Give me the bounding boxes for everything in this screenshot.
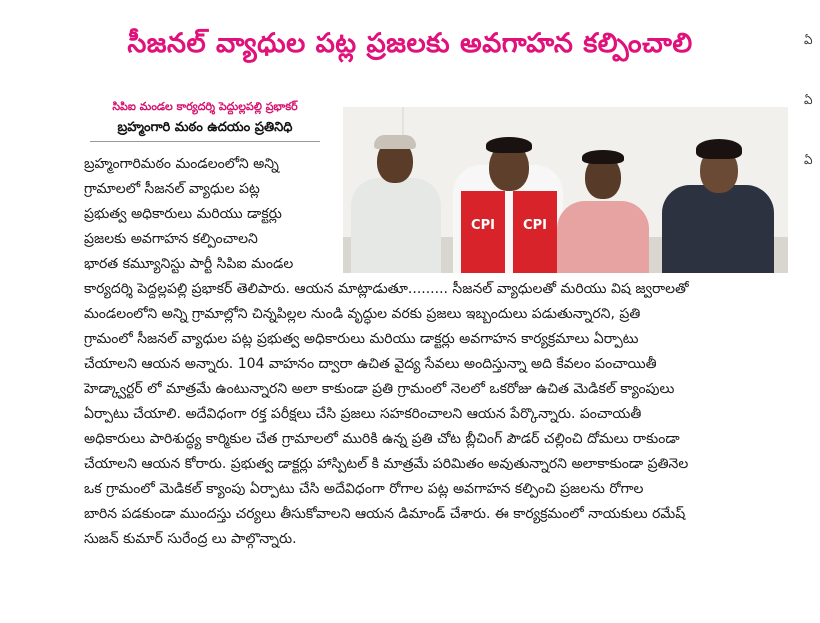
article-headline: సీజనల్ వ్యాధుల పట్ల ప్రజలకు అవగాహన కల్పించాలి	[127, 28, 693, 59]
body-line: మండలంలోని అన్ని గ్రామాల్లోని చిన్నపిల్లల నుండి వృద్ధుల వరకు ప్రజలు ఇబ్బందులు పడుతున్నారని, ప్రతి	[84, 306, 641, 322]
fragment-char: ఏ	[804, 153, 813, 167]
body-line: ఏర్పాటు చేయాలి. అదేవిధంగా రక్త పరీక్షలు చేసి ప్రజలు సహకరించాలని ఆయన పేర్కొన్నారు. పంచాయతీ	[84, 406, 642, 422]
cpi-flag-left: CPI	[461, 191, 505, 273]
article-body	[84, 277, 786, 552]
article-byline: బ్రహ్మంగారి మఠం ఉదయం ప్రతినిధి	[90, 120, 320, 142]
body-line: గ్రామాలలో సీజనల్ వ్యాధుల పట్ల	[84, 181, 260, 197]
body-line: ప్రభుత్వ అధికారులు మరియు డాక్టర్లు	[84, 206, 282, 222]
article-kicker: సిపిఐ మండల కార్యదర్శి పెద్దుల్లపల్లి ప్రభాకర్	[112, 100, 298, 113]
body-line: సుజన్ కుమార్ సురేంద్ర లు పాల్గొన్నారు.	[84, 531, 297, 547]
body-line: చేయాలని ఆయన అన్నారు. 104 వాహనం ద్వారా ఉచిత వైద్య సేవలు అందిస్తున్నా అది కేవలం పంచాయితీ	[84, 356, 657, 372]
body-line: బ్రహ్మంగారిమఠం మండలంలోని అన్ని	[84, 156, 279, 172]
person-center	[451, 123, 566, 273]
body-line: బారిన పడకుండా ముందస్తు చర్యలు తీసుకోవాలని ఆయన డిమాండ్ చేశారు. ఈ కార్యక్రమంలో నాయకులు రమేష్	[84, 506, 686, 522]
fragment-char: ఏ	[804, 93, 813, 107]
adjacent-column-fragment	[804, 10, 818, 190]
body-line: కార్యదర్శి పెద్దల్లపల్లి ప్రభాకర్ తెలిపారు. ఆయన మాట్లాడుతూ......... సీజనల్ వ్యాధులతో మరియు విష జ్వరాలతో	[84, 281, 689, 297]
article-body-intro	[84, 152, 336, 277]
body-line: ఒక గ్రామంలో మెడికల్ క్యాంపు ఏర్పాటు చేసి అదేవిధంగా రోగాల పట్ల అవగాహన కల్పించి ప్రజలను రోగాల	[84, 481, 644, 497]
body-line: చేయాలని ఆయన కోరారు. ప్రభుత్వ డాక్టర్లు హాస్పిటల్ కి మాత్రమే పరిమితం అవుతున్నారని అలాకాకుండా ప్రతినెల	[84, 456, 689, 472]
body-line: భారత కమ్యూనిస్టు పార్టీ సిపిఐ మండల	[84, 256, 294, 272]
body-line: గ్రామంలో సీజనల్ వ్యాధుల పట్ల ప్రభుత్వ అధికారులు మరియు డాక్టర్లు అవగాహన కార్యక్రమాలు ఏర్పాటు	[84, 331, 639, 347]
news-photo	[343, 107, 788, 273]
person-left	[351, 123, 441, 273]
person-third	[553, 143, 653, 273]
body-line: ప్రజలకు అవగాహన కల్పించాలని	[84, 231, 258, 247]
fragment-char: ఏ	[804, 33, 813, 47]
body-line: అధికారులు పారిశుద్ధ్య కార్మికుల చేత గ్రామాలలో మురికి ఉన్న ప్రతి చోట బ్లీచింగ్ పౌడర్ చల్లించి దోమలు రాకుండా	[84, 431, 680, 447]
body-line: హెడ్క్వార్టర్ లో మాత్రమే ఉంటున్నారని అలా కాకుండా ప్రతి గ్రామంలో నెలలో ఒకరోజు ఉచిత మెడికల్ క్యాంపులు	[84, 381, 675, 397]
cpi-flag-right: CPI	[513, 191, 557, 273]
person-right	[658, 133, 778, 273]
